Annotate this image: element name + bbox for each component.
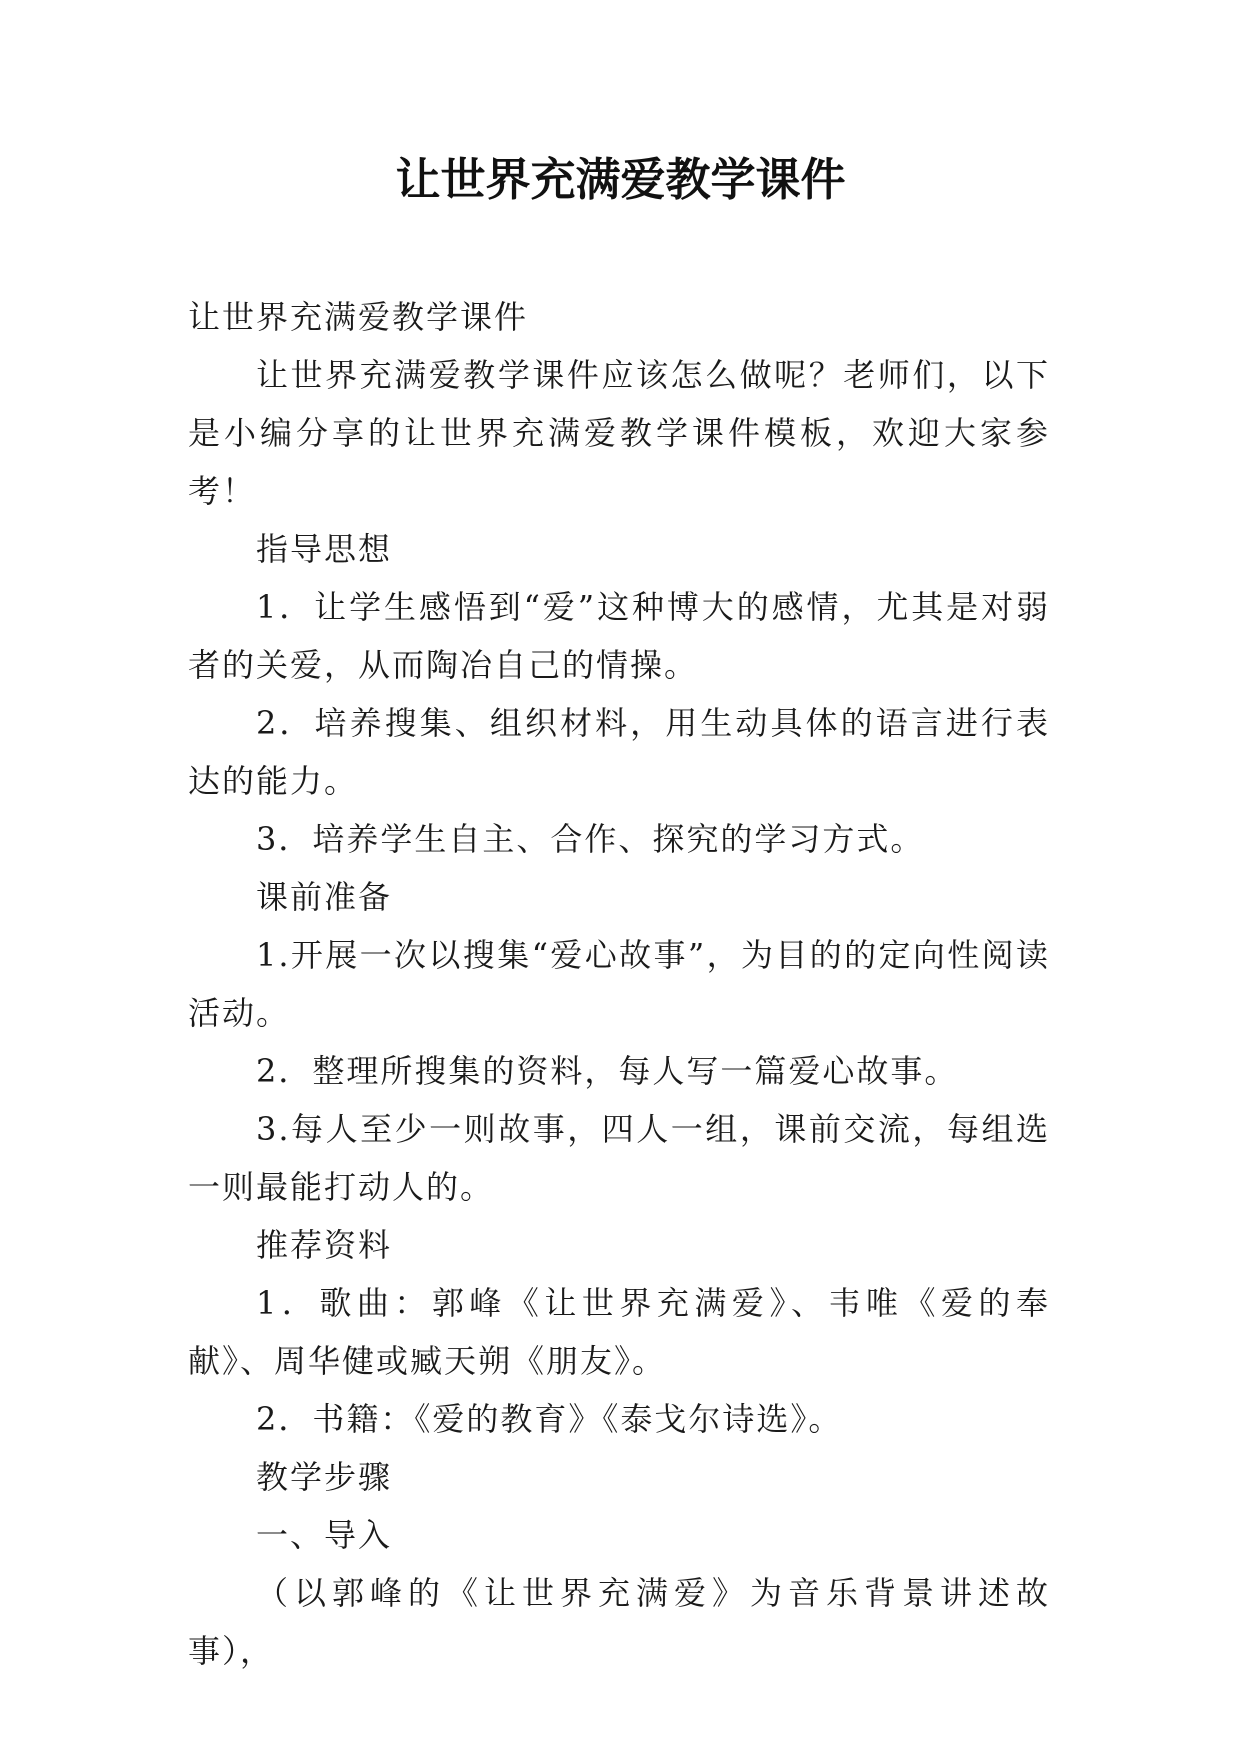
paragraph: 2．整理所搜集的资料，每人写一篇爱心故事。 [256, 1052, 959, 1090]
paragraph: 2．书籍：《爱的教育》《泰戈尔诗选》。 [256, 1400, 843, 1438]
paragraph: 指导思想 [256, 530, 393, 568]
paragraph: 教学步骤 [256, 1458, 393, 1496]
paragraph: （以郭峰的《让世界充满爱》为音乐背景讲述故事）， [188, 1574, 1050, 1670]
document-title: 让世界充满爱教学课件 [395, 153, 846, 206]
paragraph: 一、导入 [256, 1516, 393, 1554]
paragraph: 3．培养学生自主、合作、探究的学习方式。 [256, 820, 925, 858]
paragraph: 1．让学生感悟到“爱”这种博大的感情，尤其是对弱者的关爱，从而陶冶自己的情操。 [188, 588, 1050, 684]
paragraph: 课前准备 [256, 878, 393, 916]
paragraph: 让世界充满爱教学课件应该怎么做呢？老师们，以下是小编分享的让世界充满爱教学课件模板，欢迎大家参考！ [188, 356, 1050, 510]
paragraph: 1．歌曲：郭峰《让世界充满爱》、韦唯《爱的奉献》、周华健或臧天朔《朋友》。 [188, 1284, 1050, 1380]
document-body [188, 288, 1050, 1680]
paragraph: 3.每人至少一则故事，四人一组，课前交流，每组选一则最能打动人的。 [188, 1110, 1050, 1206]
document-subtitle: 让世界充满爱教学课件 [188, 298, 529, 336]
paragraph: 推荐资料 [256, 1226, 393, 1264]
paragraph: 2．培养搜集、组织材料，用生动具体的语言进行表达的能力。 [188, 704, 1050, 800]
paragraph: 1.开展一次以搜集“爱心故事”，为目的的定向性阅读活动。 [188, 936, 1050, 1032]
